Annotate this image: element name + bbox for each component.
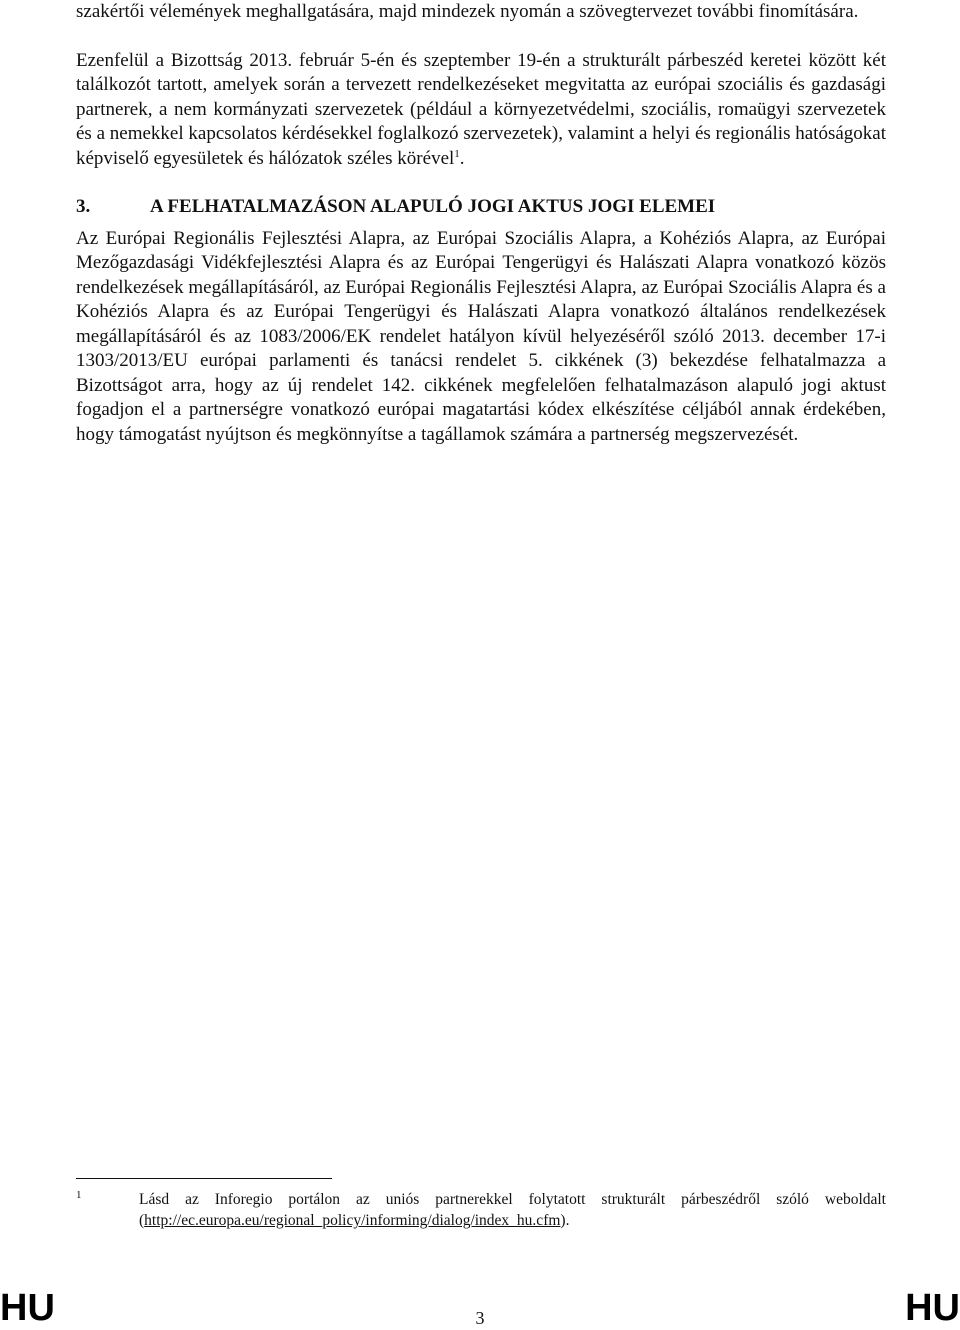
footnote-separator (76, 1178, 332, 1179)
paragraph-structured-dialogue (76, 49, 886, 172)
language-code-right: HU (905, 1287, 960, 1329)
footnote-text-before: Lásd az Inforegio portálon az uniós partnerekkel folytatott strukturált párbeszédről szóló weboldalt ( (139, 1191, 886, 1229)
section-title: A FELHATALMAZÁSON ALAPULÓ JOGI AKTUS JOGI ELEMEI (150, 196, 716, 217)
paragraph-intro-continuation (76, 0, 886, 25)
paragraph-text: Ezenfelül a Bizottság 2013. február 5-én és szeptember 19-én a strukturált párbeszéd keretei között két találkozót tartott, amelyek során a tervezett rendelkezéseket megvitatta az európai szociális és gazdasági partnerek, a nem kormányzati szervezetek (például a környezetvédelmi, szociális, romaügyi szervezetek és a nemekkel kapcsolatos kérdésekkel foglalkozó szervezetek), valamint a helyi és regionális hatóságokat képviselő egyesületek és hálózatok széles körével (76, 49, 886, 169)
footnote (76, 1189, 886, 1231)
footnote-link[interactable]: http://ec.europa.eu/regional_policy/informing/dialog/index_hu.cfm (144, 1212, 561, 1229)
paragraph-text: Az Európai Regionális Fejlesztési Alapra, az Európai Szociális Alapra, a Kohéziós Alapra, az Európai Mezőgazdasági Vidékfejlesztési Alapra és az Európai Tengerügyi és Halászati Alapra vonatkozó közös rendelkezések megállapításáról, az Európai Regionális Fejlesztési Alapra, az Európai Szociális Alapra és a Kohéziós Alapra és az Európai Tengerügyi és Halászati Alapra vonatkozó általános rendelkezések megállapításáról és az 1083/2006/EK rendelet hatályon kívül helyezéséről szóló 2013. december 17-i 1303/2013/EU európai parlamenti és tanácsi rendelet 5. cikkének (3) bekezdése felhatalmazza a Bizottságot arra, hogy az új rendelet 142. cikkének megfelelően felhatalmazáson alapuló jogi aktust fogadjon el a partnerségre vonatkozó európai magatartási kódex elkészítése céljából annak érdekében, hogy támogatást nyújtson és megkönnyítse a tagállamok számára a partnerség megszervezését. (76, 227, 886, 445)
paragraph-text: szakértői vélemények meghallgatására, majd mindezek nyomán a szövegtervezet további finomítására. (76, 1, 859, 22)
paragraph-end-punctuation: . (459, 147, 465, 169)
footnote-reference[interactable]: 1 (454, 147, 460, 160)
footnote-number: 1 (76, 1189, 82, 1201)
footnote-text-after: ). (560, 1212, 570, 1229)
document-body (76, 0, 886, 447)
language-code-left: HU (0, 1287, 55, 1329)
footnote-text (139, 1189, 886, 1231)
page-number: 3 (475, 1308, 485, 1328)
section-number: 3. (76, 196, 91, 217)
paragraph-legal-basis (76, 227, 886, 448)
section-heading (76, 195, 886, 220)
